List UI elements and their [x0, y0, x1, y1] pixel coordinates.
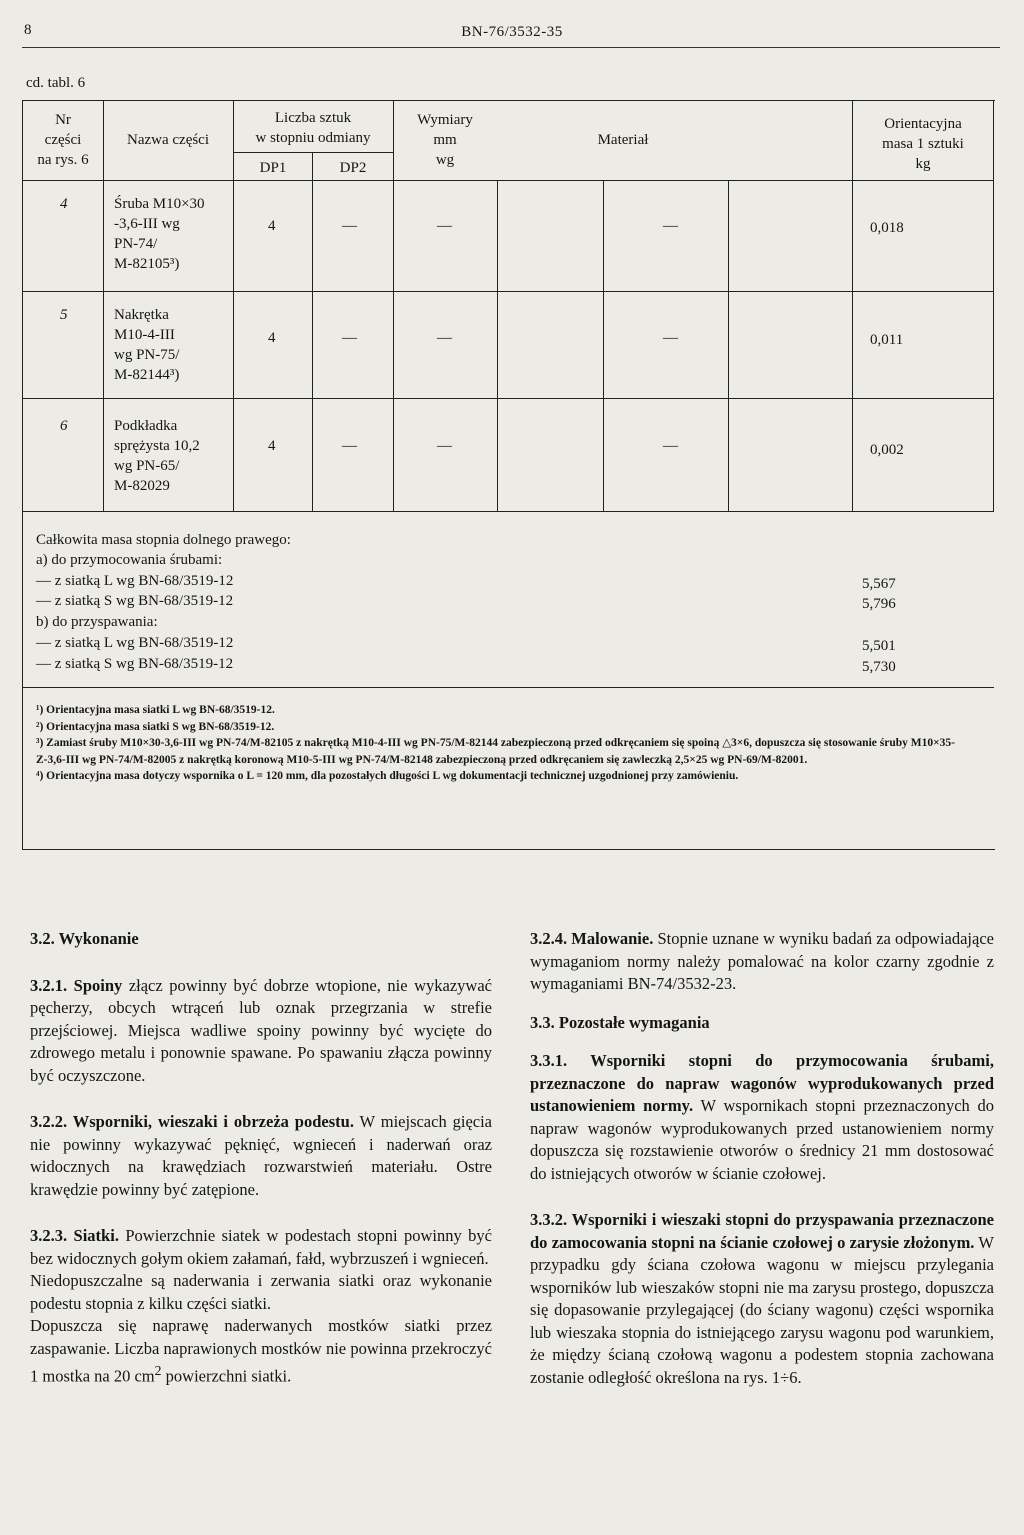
footnote: ¹) Orientacyjna masa siatki L wg BN-68/3519-12.: [36, 704, 275, 716]
row-mass: 0,018: [870, 220, 904, 236]
row-nr: 5: [60, 307, 68, 323]
row-part-name: Śruba M10×30 -3,6-III wg PN-74/ M-82105³): [114, 196, 205, 272]
footnote: ⁴) Orientacyjna masa dotyczy wspornika o L = 120 mm, dla pozostałych długości L wg dokumentacji technicznej uzgodnionej przy zamówieniu.: [36, 770, 739, 782]
table-divider: [22, 398, 994, 399]
footnote: ³) Zamiast śruby M10×30-3,6-III wg PN-74/M-82105 z nakrętką M10-4-III wg PN-75/M-82144 zabezpieczoną przed odkręcaniem się spoiną △3×6, dopuszcza się stosowanie śruby M10×35-Z-3,6-III wg PN-74/M-82005 z nakrętką koronową M10-5-III wg PN-74/M-82148 zabezpieczoną przed odkręcaniem się zawleczką 2,5×25 wg PN-69/M-82001.: [36, 737, 955, 766]
header-dp1: DP1: [259, 160, 287, 176]
header-material: Materiał: [597, 132, 649, 148]
row-dp2: —: [342, 438, 357, 454]
row-material: —: [663, 330, 678, 346]
section-heading: 3.3. Pozostałe wymagania: [530, 1012, 710, 1032]
row-dp2: —: [342, 218, 357, 234]
row-dims: —: [437, 330, 452, 346]
total-mass-item: — z siatką L wg BN-68/3519-12: [36, 573, 234, 589]
right-column: [530, 928, 994, 1389]
table-divider: [993, 100, 994, 512]
row-mass: 0,002: [870, 442, 904, 458]
footnotes: [36, 702, 966, 785]
row-dims: —: [437, 438, 452, 454]
table-divider: [728, 180, 729, 512]
paragraph: 3.2.2. Wsporniki, wieszaki i obrzeża podestu. W miejscach gięcia nie powinny wykazywać pęknięć, wgnieceń i naderwań oraz widocznych na krawędziach rozwarstwień materiału. Ostre krawędzie powinny być zatępione.: [30, 1112, 492, 1199]
total-mass-b-label: b) do przyspawania:: [36, 614, 158, 630]
left-column: [30, 928, 492, 1388]
total-mass-item: — z siatką L wg BN-68/3519-12: [36, 635, 234, 651]
header-rule: [22, 47, 1000, 48]
row-dp1: 4: [268, 218, 276, 234]
total-mass-value: 5,730: [862, 659, 896, 675]
row-dp2: —: [342, 330, 357, 346]
paragraph: 3.3.2. Wsporniki i wieszaki stopni do przyspawania przeznaczone do zamocowania stopni na ścianie czołowej o zarysie złożonym. W przypadku gdy ściana czołowa wagonu w miejscu przylegania wsporników lub wieszaków stopni nie ma zarysu prostego, dopuszcza się dopasowanie przylegającej (do ściany wagonu) części wspornika lub wieszaka stopnia do istniejącego zarysu wagonu pod warunkiem, że między ścianą czołową wagonu a podestem stopnia zachowana zostanie odległość określona na rys. 1÷6.: [530, 1210, 994, 1387]
table-divider: [497, 180, 498, 512]
total-mass-value: 5,567: [862, 576, 896, 592]
table-divider: [103, 100, 104, 512]
total-mass-a-label: a) do przymocowania śrubami:: [36, 552, 223, 568]
table-divider: [22, 291, 994, 292]
header-mass: Orientacyjna masa 1 sztuki kg: [882, 116, 964, 172]
paragraph: 3.2.1. Spoiny złącz powinny być dobrze wtopione, nie wykazywać pęcherzy, obcych wtrąceń lub oznak przegrzania w strefie przejściowej. Miejsca wadliwe spoiny powinny być wycięte do zdrowego metalu i ponownie spawane. Po spawaniu złącza powinny być oczyszczone.: [30, 975, 492, 1085]
page-number: 8: [24, 22, 32, 38]
row-material: —: [663, 438, 678, 454]
paragraph: 3.2.4. Malowanie. Stopnie uznane w wyniku badań za odpowiadające wymaganiom normy należy pomalować na kolor czarny zgodnie z wymaganiami BN-74/3532-23.: [530, 929, 994, 993]
paragraph: 3.2.3. Siatki. Powierzchnie siatek w podestach stopni powinny być bez widocznych gołym okiem załamań, fałd, wybrzuszeń i wgnieceń.: [30, 1226, 492, 1268]
table-divider: [22, 687, 994, 688]
row-part-name: Nakrętka M10-4-III wg PN-75/ M-82144³): [114, 307, 180, 383]
section-heading: 3.2. Wykonanie: [30, 929, 139, 948]
header-name: Nazwa części: [126, 132, 210, 148]
total-mass-value: 5,796: [862, 596, 896, 612]
header-dimensions: Wymiary mm wg: [417, 112, 473, 168]
header-nr: Nr części na rys. 6: [37, 112, 89, 168]
table-continuation-label: cd. tabl. 6: [26, 75, 86, 91]
row-material: —: [663, 218, 678, 234]
total-mass-item: — z siatką S wg BN-68/3519-12: [36, 593, 234, 609]
total-mass-title: Całkowita masa stopnia dolnego prawego:: [36, 532, 291, 548]
row-nr: 6: [60, 418, 68, 434]
row-mass: 0,011: [870, 332, 904, 348]
row-dp1: 4: [268, 438, 276, 454]
table-divider: [22, 180, 994, 181]
header-dp2: DP2: [339, 160, 367, 176]
paragraph: 3.3.1. Wsporniki stopni do przymocowania śrubami, przeznaczone do napraw wagonów wyprodukowanych przed ustanowieniem normy. W wspornikach stopni przeznaczonych do napraw wagonów wyprodukowanych przed ustanowieniem normy dopuszcza się rozstawienie otworów o średnicy 21 mm dostosować do istniejących otworów w ścianie czołowej.: [530, 1051, 994, 1183]
footnote: ²) Orientacyjna masa siatki S wg BN-68/3519-12.: [36, 720, 275, 733]
table-divider: [22, 511, 994, 512]
header-count: Liczba sztuk w stopniu odmiany: [255, 110, 371, 146]
total-mass-value: 5,501: [862, 638, 896, 654]
paragraph: Dopuszcza się naprawę naderwanych mostków siatki przez zaspawanie. Liczba naprawionych mostków nie powinna przekroczyć 1 mostka na 20 $cm^2$ powierzchni siatki.: [30, 1316, 492, 1386]
paragraph: Niedopuszczalne są naderwania i zerwania siatki oraz wykonanie podestu stopnia z kilku części siatki.: [30, 1271, 492, 1313]
row-part-name: Podkładka sprężysta 10,2 wg PN-65/ M-82029: [114, 418, 200, 494]
row-dp1: 4: [268, 330, 276, 346]
table-divider: [233, 152, 393, 153]
row-dims: —: [437, 218, 452, 234]
table-divider: [312, 152, 313, 512]
total-mass-item: — z siatką S wg BN-68/3519-12: [36, 656, 234, 672]
standard-code: BN-76/3532-35: [461, 24, 563, 40]
table-divider: [603, 180, 604, 512]
row-nr: 4: [60, 196, 68, 212]
